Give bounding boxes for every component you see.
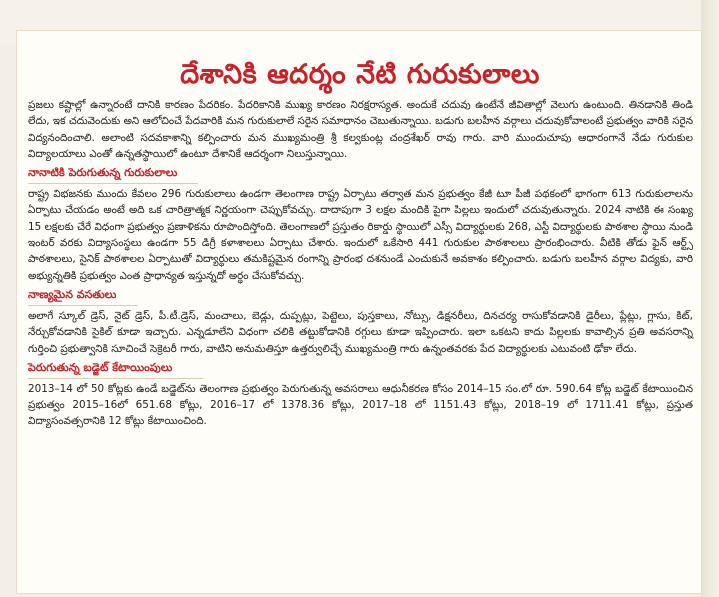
section-heading-wrap — [28, 164, 198, 184]
paragraph-quality-facilities: అలాగే స్కూల్ డ్రెస్, నైట్ డ్రెస్, పీ.టీ.డ్రెస్, మంచాలు, బెడ్లు, దుప్పట్లు, పెట్టెలు, పుస్తకాలు, నోట్సు, డిక్షనరీలు, దినచర్య రాసుకోవడానికి డైరీలు, ప్లేట్లు, గ్లాసు, కిట్, నేర్చుకోవడానికి సైకిల్ కూడా ఇచ్చారు. ఎన్నడూలేని విధంగా చలికి తట్టుకోడానికి రగ్గులు కూడా ఇప్పించారు. ఇలా ఒకటని కాదు పిల్లలకు కావాల్సిన ప్రతి అవసరాన్ని గుర్తించి ప్రభుత్వానికి సూచించే సెక్రెటరీ గారు, వాటిని అనుమతిస్తూ ఉత్తర్వులిచ్చే ముఖ్యమంత్రి గారు ఉన్నంతవరకు పేద విద్యార్థులకు ఎటువంటి ఢోకా లేదు. — [28, 309, 693, 355]
paragraph-growing-gurukulas: రాష్ట్ర విభజనకు ముందు కేవలం 296 గురుకులాలు ఉండగా తెలంగాణ రాష్ట్ర ఏర్పాటు తర్వాత మన ప్రభుత్వం కేజీ టూ పీజీ పథకంలో భాగంగా 613 గురుకులాలను ఏర్పాటు చేయడం అంటే అది ఒక చారిత్రాత్మక నిర్ణయంగా చెప్పుకోవచ్చు. దాదాపుగా 3 లక్షల మందికి పైగా పిల్లలు ఇందులో చదువుతున్నారు. 2024 నాటికి ఈ సంఖ్య 15 లక్షలకు చేరే విధంగా ప్రభుత్వం ప్రణాళికను రూపొందిస్తోంది. తెలంగాణలో ప్రస్తుతం రికార్డు స్థాయిలో ఎస్సీ విద్యార్థులకు 268, ఎస్టీ విద్యార్థులకు పాఠశాల స్థాయి నుండి ఇంటర్ వరకు విద్యాసంస్థలు ఉండగా 55 డిగ్రీ కళాశాలలు ఏర్పాటు చేశారు. ఇందులో ఒకేసారి 441 గురుకుల పాఠశాలలు ప్రారంభించారు. వీటికి తోడు ఫైన్ ఆర్ట్స్ పాఠశాలలు, సైనిక్ పాఠశాలల ఏర్పాటుతో విద్యార్థులు తమకిష్టమైన రంగాన్ని ప్రారంభ దశనుండే ఎంచుకునే అవకాశం కల్పించారు. బడుగు బలహీన వర్గాల విద్యకు, వారి అభ్యున్నతికి ప్రభుత్వం ఎంత ప్రాధాన్యత ఇస్తున్నదో అర్థం చేసుకోవచ్చు. — [28, 188, 693, 282]
section-heading-wrap — [28, 286, 138, 306]
intro-paragraph: ప్రజలు కష్టాల్లో ఉన్నారంటే దానికి కారణం పేదరికం. పేదరికానికి ముఖ్య కారణం నిరక్షరాస్యత. అందుకే చదువు ఉంటేనే జీవితాల్లో వెలుగు ఉంటుంది. తినడానికి తిండి లేదు, ఇక చదువెందుకు అని ఆలోచించే పేదవారికి మన గురుకులాలే సరైన సమాధానం చెబుతున్నాయి. బడుగు బలహీన వర్గాలు చదువుకోవాలంటే ప్రభుత్వం వారికి సరైన విద్యనందించాలి. అలాంటి సదవకాశాన్ని కల్పించారు మన ముఖ్యమంత్రి శ్రీ కల్వకుంట్ల చంద్రశేఖర్ రావు గారు. వారి ముందుచూపు ఆధారంగానే నేడు గురుకుల విద్యాలయాలు ఎంతో ఉన్నతస్థాయిలో ఉంటూ దేశానికే ఆదర్శంగా నిలుస్తున్నాయి. — [28, 99, 693, 160]
article-body — [28, 97, 693, 432]
article-title: దేశానికి ఆదర్శం నేటి గురుకులాలు — [180, 59, 540, 90]
section-heading-growing-gurukulas: నానాటికి పెరుగుతున్న గురుకులాలు — [28, 166, 178, 180]
paragraph-budget: 2013–14 లో 50 కోట్లకు ఉండే బడ్జెట్‌ను తెలంగాణ ప్రభుత్వం పెరుగుతున్న అవసరాలు ఆధునీకరణ కోసం 2014–15 సం.లో రూ. 590.64 కోట్ల బడ్జెట్ కేటాయించిన ప్రభుత్వం 2015–16లో 651.68 కోట్లు, 2016–17 లో 1378.36 కోట్లు, 2017–18 లో 1151.43 కోట్లు, 2018–19 లో 1711.41 కోట్లు, ప్రస్తుత విద్యాసంవత్సరానికి 12 కోట్లు కేటాయించింది. — [28, 382, 693, 428]
section-heading-wrap — [28, 359, 203, 379]
background-edge — [701, 0, 719, 597]
section-heading-quality-facilities: నాణ్యమైన వసతులు — [28, 287, 117, 301]
section-heading-budget: పెరుగుతున్న బడ్జెట్ కేటాయింపులు — [28, 360, 173, 374]
article-page — [16, 30, 702, 594]
